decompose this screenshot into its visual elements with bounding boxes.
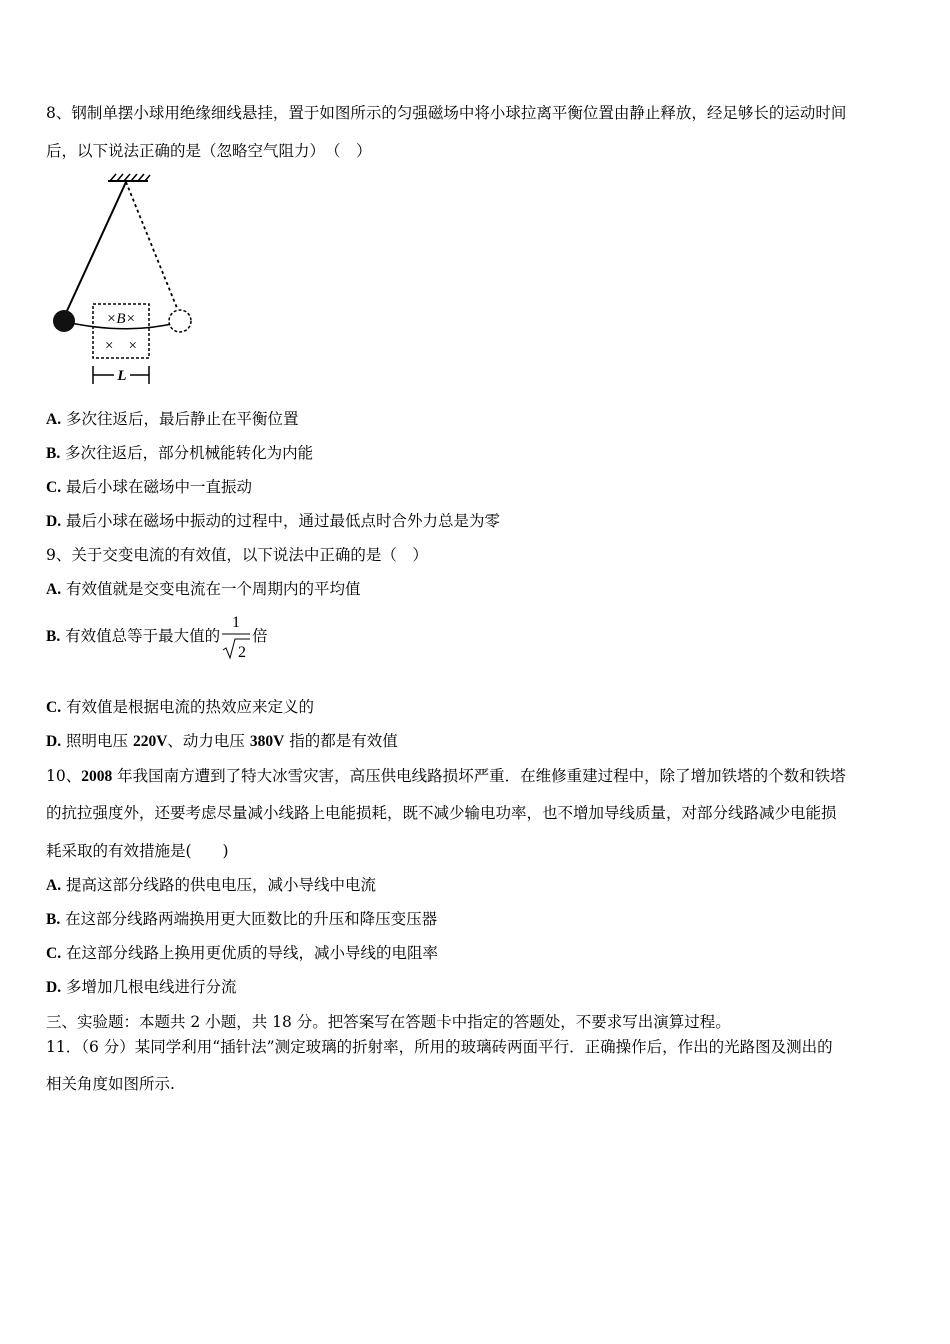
q9-option-d [46, 729, 398, 751]
option-letter: A. [46, 581, 62, 598]
section3-heading: 三、实验题：本题共 2 小题，共 18 分。把答案写在答题卡中指定的答题处，不要求写出演算过程。 [46, 1013, 731, 1031]
q8-option-a [46, 407, 299, 429]
option-text: 照明电压 [66, 732, 133, 750]
q10-option-a [46, 873, 376, 895]
ceiling-hatch [110, 174, 150, 181]
option-text: 最后小球在磁场中振动的过程中，通过最低点时合外力总是为零 [66, 512, 501, 530]
option-text-end: 指的都是有效值 [284, 732, 398, 750]
option-text: 最后小球在磁场中一直振动 [66, 478, 253, 496]
q11-stem-line1: 11．（6 分）某同学利用“插针法”测定玻璃的折射率，所用的玻璃砖两面平行．正确操作后，作出的光路图及测出的 [46, 1038, 833, 1056]
option-letter: C. [46, 479, 62, 496]
option-text: 多次往返后，最后静止在平衡位置 [66, 410, 299, 428]
q8-option-c [46, 475, 252, 497]
option-text-mid: 、动力电压 [167, 732, 250, 750]
fraction-numerator: 1 [232, 614, 241, 631]
q9-option-b [46, 612, 268, 662]
q10-stem-text: 年我国南方遭到了特大冰雪灾害，高压供电线路损坏严重．在维修重建过程中，除了增加铁塔的个数和铁塔 [112, 767, 846, 785]
pendulum-figure [46, 173, 196, 388]
option-text: 多增加几根电线进行分流 [66, 978, 237, 996]
option-letter: D. [46, 733, 62, 750]
field-label: ×B× [106, 311, 136, 327]
voltage-220: 220V [132, 733, 168, 750]
option-letter: B. [46, 911, 61, 928]
option-text: 有效值就是交变电流在一个周期内的平均值 [66, 580, 361, 598]
option-letter: C. [46, 945, 62, 962]
pendulum-string-dashed [126, 182, 177, 308]
q10-stem-line3: 耗采取的有效措施是( ) [46, 842, 229, 860]
q8-stem-line2: 后，以下说法正确的是（忽略空气阻力） （ ） [46, 142, 372, 160]
q9-option-c [46, 695, 314, 717]
option-letter: A. [46, 877, 62, 894]
option-text: 在这部分线路上换用更优质的导线，减小导线的电阻率 [66, 944, 439, 962]
option-text: 在这部分线路两端换用更大匝数比的升压和降压变压器 [65, 910, 438, 928]
q8-option-b [46, 441, 313, 463]
option-text: 有效值是根据电流的热效应来定义的 [66, 698, 315, 716]
width-label: L [117, 368, 127, 384]
q10-option-c [46, 941, 438, 963]
fraction-denominator: 2 [238, 644, 247, 661]
option-letter: B. [46, 628, 61, 645]
option-letter: C. [46, 699, 62, 716]
option-text: 多次往返后，部分机械能转化为内能 [65, 444, 314, 462]
q10-stem-line1 [46, 764, 846, 786]
option-text: 提高这部分线路的供电电压，减小导线中电流 [66, 876, 377, 894]
q9-stem: 9、关于交变电流的有效值，以下说法中正确的是（ ） [46, 546, 428, 564]
q10-number: 10、 [46, 767, 82, 785]
option-letter: B. [46, 445, 61, 462]
option-letter: D. [46, 513, 62, 530]
option-text-suffix: 倍 [252, 627, 268, 645]
q10-option-d [46, 975, 237, 997]
option-letter: A. [46, 411, 62, 428]
pendulum-string [66, 182, 126, 313]
fraction-1-over-sqrt2 [220, 612, 252, 662]
pendulum-ball-dashed [169, 310, 191, 332]
field-row2: × × [105, 338, 137, 354]
q8-stem-line1: 8、钢制单摆小球用绝缘细线悬挂，置于如图所示的匀强磁场中将小球拉离平衡位置由静止释放，经足够长的运动时间 [46, 104, 847, 122]
option-letter: D. [46, 979, 62, 996]
option-text: 有效值总等于最大值的 [65, 627, 221, 645]
q10-stem-line2: 的抗拉强度外，还要考虑尽量减小线路上电能损耗，既不减少输电功率，也不增加导线质量，对部分线路减少电能损 [46, 804, 837, 822]
q9-option-a [46, 577, 361, 599]
q10-year: 2008 [81, 768, 113, 785]
voltage-380: 380V [249, 733, 285, 750]
q10-option-b [46, 907, 437, 929]
q11-stem-line2: 相关角度如图所示. [46, 1075, 175, 1093]
q8-option-d [46, 509, 500, 531]
pendulum-ball [53, 310, 75, 332]
